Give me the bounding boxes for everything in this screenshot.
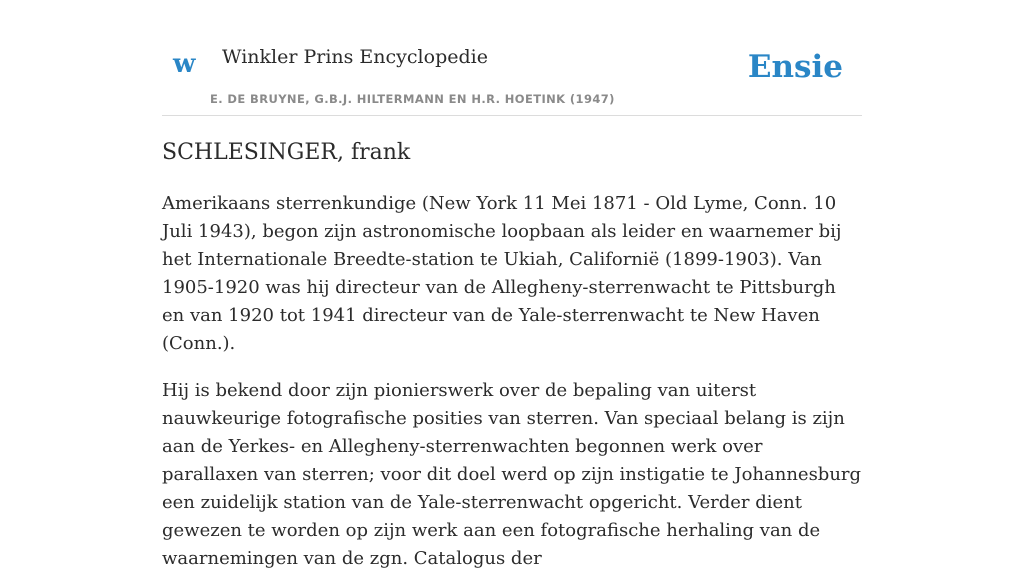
article bbox=[162, 138, 862, 573]
article-title: SCHLESINGER, frank bbox=[162, 140, 411, 165]
source-authors: E. DE BRUYNE, G.B.J. HILTERMANN EN H.R. HOETINK (1947) bbox=[210, 92, 615, 106]
winkler-prins-logo[interactable]: w bbox=[173, 49, 196, 79]
article-paragraph-1: Amerikaans sterrenkundige (New York 11 Mei 1871 - Old Lyme, Conn. 10 Juli 1943), begon zijn astronomische loopbaan als leider en waarnemer bij het Internationale Breedte-station te Ukiah, Californië (1899-1903). Van 1905-1920 was hij directeur van de Allegheny-sterrenwacht te Pittsburgh en van 1920 tot 1941 directeur van de Yale-sterrenwacht te New Haven (Conn.). bbox=[162, 192, 842, 354]
source-title[interactable]: Winkler Prins Encyclopedie bbox=[222, 46, 488, 68]
source-header bbox=[162, 36, 862, 116]
article-paragraph-2: Hij is bekend door zijn pionierswerk over de bepaling van uiterst nauwkeurige fotografische posities van sterren. Van speciaal belang is zijn aan de Yerkes- en Allegheny-sterrenwachten begonnen werk over parallaxen van sterren; voor dit doel werd op zijn instigatie te Johannesburg een zuidelijk station van de Yale-sterrenwacht opgericht. Verder dient gewezen te worden op zijn werk aan een fotografische herhaling van de waarnemingen van de zgn. Catalogus der bbox=[162, 379, 862, 569]
ensie-logo-link[interactable]: Ensie bbox=[747, 49, 843, 85]
